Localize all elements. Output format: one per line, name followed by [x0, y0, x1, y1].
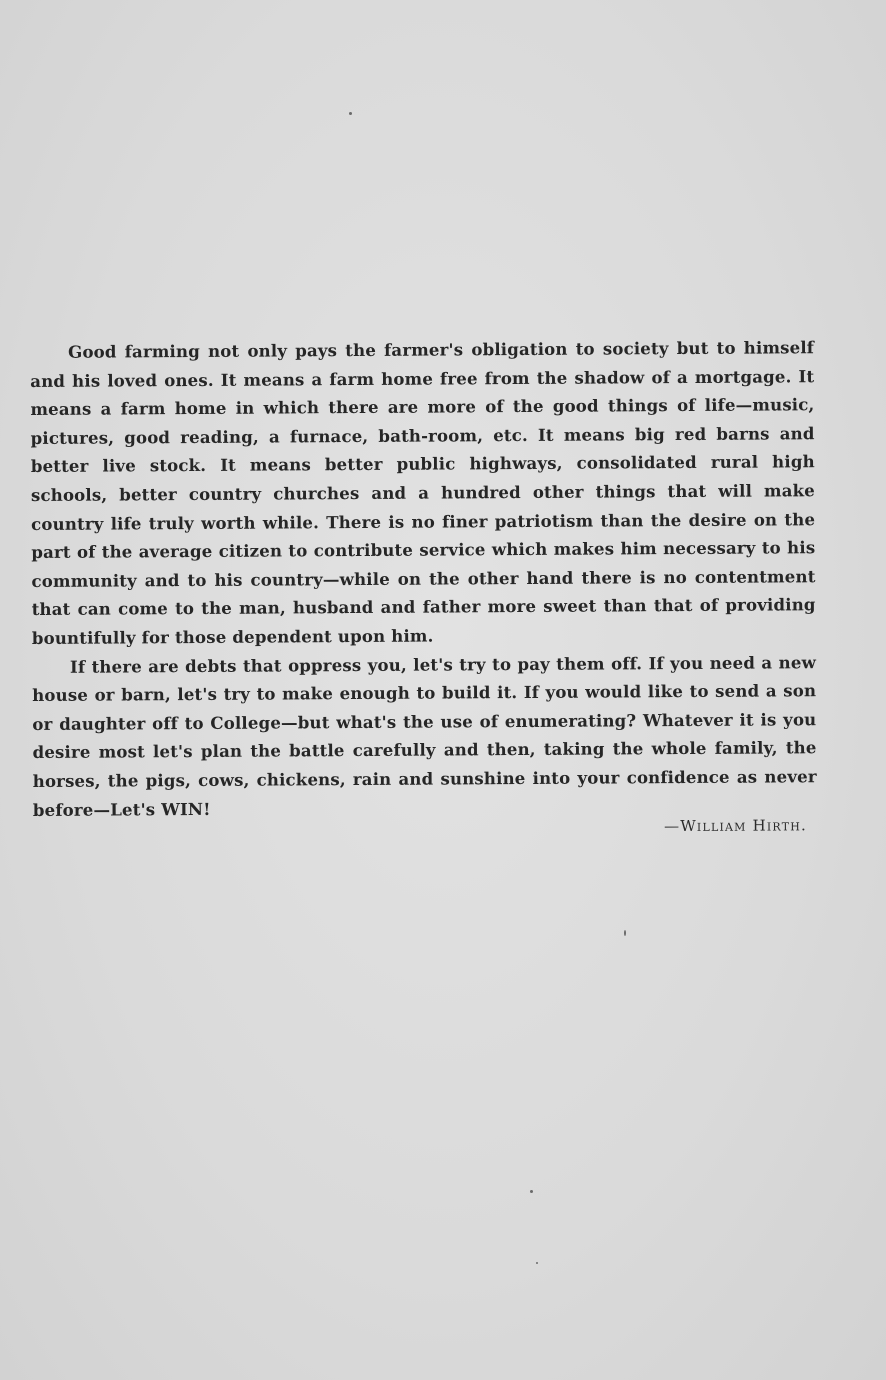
paragraph-1: Good farming not only pays the farmer's obligation to society but to himself and his loved ones. It means a farm home free from the shadow of a mortgage. It means a farm home in which there are more of the good things of life—music, pictures, good reading, a furnace, bath-room, etc. It means big red barns and better live stock. It means better public highways, consolidated rural high schools, better country churches and a hundred other things that will make country life truly worth while. There is no finer patriotism than the desire on the part of the average citizen to contribute service which makes him necessary to his community and to his country—while on the other hand there is no contentment that can come to the man, husband and father more sweet than that of providing bountifully for those dependent upon him.	[30, 337, 816, 648]
paper-speck	[349, 112, 352, 115]
article-text	[30, 333, 817, 844]
paper-speck	[536, 1262, 538, 1264]
paragraph-2: If there are debts that oppress you, let's try to pay them off. If you need a new house or barn, let's try to make enough to build it. If you would like to send a son or daughter off to College—but what's the use of enumerating? Whatever it is you desire most let's plan the battle carefully and then, taking the whole family, the horses, the pigs, cows, chickens, rain and sunshine into your confidence as never before—Let's WIN!	[32, 651, 817, 820]
paper-speck	[624, 930, 626, 936]
paper-speck	[530, 1190, 533, 1193]
author-signature: —William Hirth.	[664, 816, 808, 836]
